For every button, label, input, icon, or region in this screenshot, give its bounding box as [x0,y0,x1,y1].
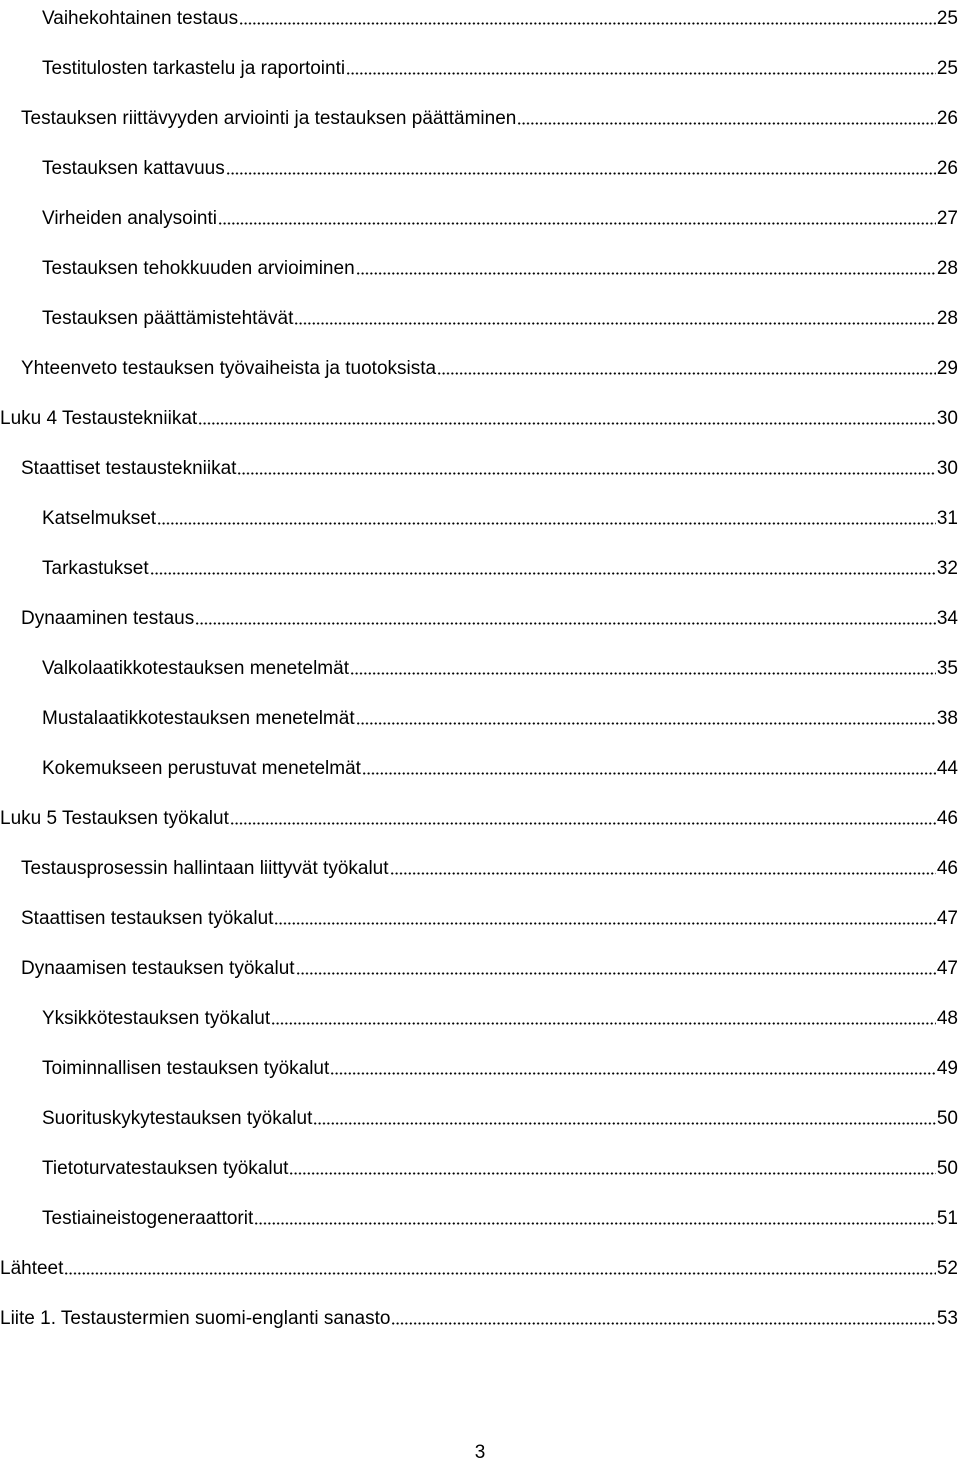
toc-entry-page: 49 [936,1058,958,1079]
toc-entry-page: 48 [936,1008,958,1029]
toc-entry[interactable] [21,950,958,980]
toc-dot-leader [274,922,935,925]
toc-entry-title: Testitulosten tarkastelu ja raportointi [42,58,346,79]
toc-entry-title: Testauksen tehokkuuden arvioiminen [42,258,355,279]
toc-entry[interactable] [42,1000,958,1030]
toc-entry-page: 34 [936,608,958,629]
toc-entry[interactable] [42,700,958,730]
toc-dot-leader [218,222,936,225]
toc-entry[interactable] [42,500,958,530]
toc-entry[interactable] [42,50,958,80]
toc-dot-leader [150,572,936,575]
toc-entry[interactable] [21,450,958,480]
toc-dot-leader [64,1272,935,1275]
toc-entry[interactable] [42,200,958,230]
toc-entry-title: Testiaineistogeneraattorit [42,1208,254,1229]
toc-entry-title: Tietoturvatestauksen työkalut [42,1158,289,1179]
toc-entry[interactable] [0,1300,958,1330]
toc-dot-leader [271,1022,936,1025]
toc-dot-leader [356,722,936,725]
toc-entry[interactable] [42,1150,958,1180]
toc-entry-title: Staattisen testauksen työkalut [21,908,274,929]
toc-entry[interactable] [42,550,958,580]
toc-entry-title: Mustalaatikkotestauksen menetelmät [42,708,355,729]
toc-entry-page: 30 [936,458,958,479]
toc-entry-title: Kokemukseen perustuvat menetelmät [42,758,361,779]
toc-dot-leader [313,1122,936,1125]
toc-entry-page: 30 [936,408,958,429]
toc-entry[interactable] [42,150,958,180]
toc-dot-leader [289,1172,935,1175]
toc-entry-page: 47 [936,908,958,929]
toc-entry[interactable] [0,800,958,830]
toc-entry-page: 26 [936,158,958,179]
toc-entry-title: Yksikkötestauksen työkalut [42,1008,271,1029]
toc-entry-title: Yhteenveto testauksen työvaiheista ja tuotoksista [21,358,437,379]
toc-entry-title: Testauksen päättämistehtävät [42,308,294,329]
toc-dot-leader [390,872,936,875]
toc-entry[interactable] [0,1250,958,1280]
page-number: 3 [474,1442,486,1463]
toc-entry[interactable] [42,1100,958,1130]
toc-entry[interactable] [42,0,958,30]
toc-entry[interactable] [42,650,958,680]
toc-dot-leader [157,522,936,525]
toc-entry-page: 50 [936,1158,958,1179]
toc-entry-page: 28 [936,308,958,329]
toc-entry-title: Vaihekohtainen testaus [42,8,239,29]
toc-entry[interactable] [42,1200,958,1230]
toc-entry[interactable] [21,850,958,880]
toc-entry[interactable] [42,300,958,330]
toc-entry[interactable] [21,100,958,130]
toc-entry-page: 27 [936,208,958,229]
toc-entry-page: 44 [936,758,958,779]
toc-dot-leader [362,772,936,775]
toc-entry-page: 29 [936,358,958,379]
toc-entry-page: 35 [936,658,958,679]
toc-entry-page: 31 [936,508,958,529]
toc-dot-leader [437,372,936,375]
toc-entry[interactable] [0,400,958,430]
toc-dot-leader [239,22,936,25]
toc-entry-page: 52 [936,1258,958,1279]
toc-dot-leader [346,72,936,75]
toc-entry[interactable] [42,250,958,280]
toc-entry[interactable] [21,350,958,380]
toc-dot-leader [198,422,936,425]
toc-entry-page: 53 [936,1308,958,1329]
toc-entry-title: Dynaaminen testaus [21,608,195,629]
toc-entry-title: Testauksen riittävyyden arviointi ja testauksen päättäminen [21,108,517,129]
toc-entry-title: Virheiden analysointi [42,208,217,229]
toc-entry-title: Liite 1. Testaustermien suomi-englanti sanasto [0,1308,391,1329]
toc-dot-leader [356,272,936,275]
toc-entry-page: 38 [936,708,958,729]
toc-entry[interactable] [21,900,958,930]
toc-entry-title: Dynaamisen testauksen työkalut [21,958,295,979]
toc-entry[interactable] [21,600,958,630]
toc-entry-title: Toiminnallisen testauksen työkalut [42,1058,330,1079]
toc-entry[interactable] [42,750,958,780]
toc-entry-title: Luku 4 Testaustekniikat [0,408,198,429]
toc-entry-title: Testausprosessin hallintaan liittyvät työkalut [21,858,389,879]
toc-entry-page: 25 [936,8,958,29]
toc-entry-title: Tarkastukset [42,558,149,579]
toc-entry-page: 25 [936,58,958,79]
toc-dot-leader [517,122,936,125]
toc-entry-title: Valkolaatikkotestauksen menetelmät [42,658,349,679]
toc-entry-page: 46 [936,858,958,879]
toc-entry-title: Staattiset testaustekniikat [21,458,237,479]
toc-entry-title: Katselmukset [42,508,157,529]
toc-entry-title: Testauksen kattavuus [42,158,225,179]
toc-entry-page: 50 [936,1108,958,1129]
toc-dot-leader [294,322,935,325]
toc-entry-page: 26 [936,108,958,129]
toc-entry-page: 46 [936,808,958,829]
toc-dot-leader [350,672,936,675]
toc-entry-title: Suorituskykytestauksen työkalut [42,1108,313,1129]
toc-dot-leader [195,622,936,625]
toc-entry[interactable] [42,1050,958,1080]
toc-entry-page: 47 [936,958,958,979]
toc-dot-leader [391,1322,935,1325]
toc-entry-page: 51 [936,1208,958,1229]
toc-dot-leader [254,1222,936,1225]
toc-entry-page: 32 [936,558,958,579]
toc-entry-page: 28 [936,258,958,279]
toc-dot-leader [230,822,936,825]
toc-entry-title: Luku 5 Testauksen työkalut [0,808,229,829]
toc-dot-leader [296,972,936,975]
toc-dot-leader [330,1072,936,1075]
toc-dot-leader [226,172,936,175]
toc-entry-title: Lähteet [0,1258,64,1279]
toc-dot-leader [237,472,935,475]
